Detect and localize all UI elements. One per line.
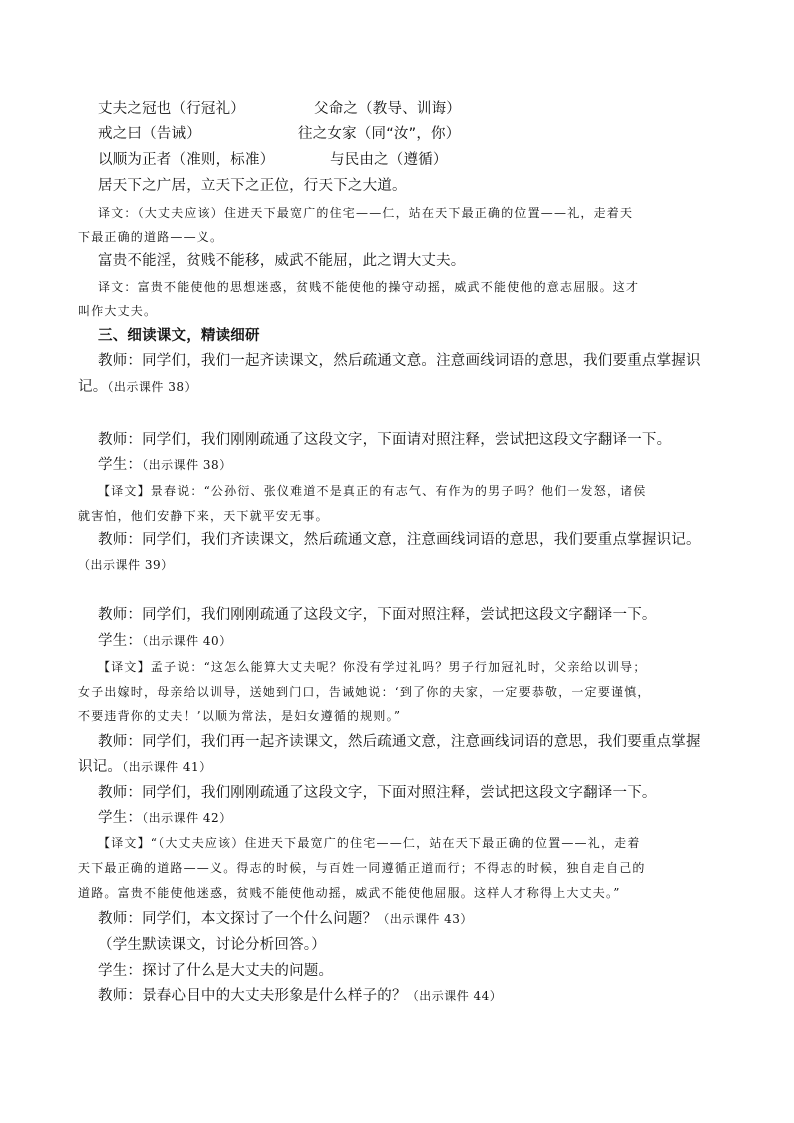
teacher-line: 教师：同学们，我们再一起齐读课文，然后疏通文意，注意画线词语的意思，我们要重点掌握	[98, 734, 701, 750]
teacher-line	[98, 909, 473, 929]
translation-line: 道路。富贵不能使他迷惑，贫贱不能使他动摇，威武不能使他屈服。这样人才称得上大丈夫。”	[78, 886, 621, 900]
passage-line: 居天下之广居，立天下之正位，行天下之大道。	[98, 178, 407, 194]
student-label: 学生：	[98, 633, 143, 649]
student-line: 学生：探讨了什么是大丈夫的问题。	[98, 963, 334, 979]
translation-line: 【译文】“（大丈夫应该）住进天下最宽广的住宅——仁，站在天下最正确的位置——礼，走着	[98, 836, 641, 850]
slide-ref: （出示课件 44）	[406, 989, 503, 1003]
teacher-line-text: 记。	[78, 379, 108, 395]
student-line	[98, 455, 232, 475]
teacher-line-text: 识记。	[78, 759, 123, 775]
slide-ref: （出示课件 42）	[142, 811, 232, 825]
passage-line: 富贵不能淫，贫贱不能移，威武不能屈，此之谓大丈夫。	[98, 253, 466, 269]
vocab-item: 与民由之（遵循）	[330, 152, 448, 168]
teacher-line-cont	[78, 377, 197, 397]
teacher-line-cont	[78, 757, 212, 777]
vocab-item: 以顺为正者（准则，标准）	[98, 152, 275, 168]
teacher-line: 教师：同学们，我们刚刚疏通了这段文字，下面请对照注释，尝试把这段文字翻译一下。	[98, 432, 672, 448]
translation-line: 译文：（大丈夫应该）住进天下最宽广的住宅——仁，站在天下最正确的位置——礼，走着天	[98, 206, 634, 220]
student-label: 学生：	[98, 457, 143, 473]
translation-line: 就害怕，他们安静下来，天下就平安无事。	[78, 509, 329, 523]
vocab-item: 父命之（教导、训诲）	[314, 101, 461, 117]
teacher-line: 教师：同学们，我们刚刚疏通了这段文字，下面对照注释，尝试把这段文字翻译一下。	[98, 785, 657, 801]
slide-ref	[78, 555, 174, 575]
slide-ref: （出示课件 41）	[122, 760, 212, 774]
translation-line: 【译文】孟子说：“这怎么能算大丈夫呢？你没有学过礼吗？男子行加冠礼时，父亲给以训导；	[98, 660, 647, 674]
student-label: 学生：	[98, 810, 143, 826]
slide-ref-text: （出示课件 39）	[78, 558, 174, 572]
vocab-item: 丈夫之冠也（行冠礼）	[98, 101, 245, 117]
translation-line: 女子出嫁时，母亲给以训导，送她到门口，告诫她说：‘到了你的夫家，一定要恭敬，一定要谨慎，	[78, 685, 651, 699]
student-line	[98, 631, 232, 651]
student-line	[98, 808, 232, 828]
slide-ref: （出示课件 40）	[142, 634, 232, 648]
slide-ref: （出示课件 38）	[142, 458, 232, 472]
teacher-line: 教师：同学们，我们齐读课文，然后疏通文意，注意画线词语的意思，我们要重点掌握识记。	[98, 532, 701, 548]
teacher-line	[98, 986, 502, 1006]
vocab-item: 戒之曰（告诫）	[98, 126, 201, 142]
teacher-line: 教师：同学们，我们刚刚疏通了这段文字，下面对照注释，尝试把这段文字翻译一下。	[98, 607, 657, 623]
slide-ref: （出示课件 38）	[107, 380, 197, 394]
translation-line: 不要违背你的丈夫！’以顺为常法，是妇女遵循的规则。”	[78, 709, 402, 723]
teacher-line-text: 教师：同学们，本文探讨了一个什么问题？	[98, 911, 378, 927]
translation-line: 叫作大丈夫。	[78, 304, 158, 318]
translation-line: 【译文】景春说：“公孙衍、张仪难道不是真正的有志气、有作为的男子吗？他们一发怒，诸侯	[98, 484, 647, 498]
teacher-line: 教师：同学们，我们一起齐读课文，然后疏通文意。注意画线词语的意思，我们要重点掌握识	[98, 353, 701, 369]
slide-ref: （出示课件 43）	[377, 912, 473, 926]
translation-line: 下最正确的道路——义。	[78, 230, 224, 244]
section-heading: 三、细读课文，精读细研	[98, 328, 260, 344]
translation-line: 译文：富贵不能使他的思想迷惑，贫贱不能使他的操守动摇，威武不能使他的意志屈服。这才	[98, 280, 640, 294]
teacher-line-text: 教师：景春心目中的大丈夫形象是什么样子的？	[98, 988, 407, 1004]
translation-line: 天下最正确的道路——义。得志的时候，与百姓一同遵循正道而行；不得志的时候，独自走自己的	[78, 861, 646, 875]
stage-note: （学生默读课文，讨论分析回答。）	[98, 937, 326, 953]
vocab-item: 往之女家（同“汝”，你）	[298, 126, 461, 142]
